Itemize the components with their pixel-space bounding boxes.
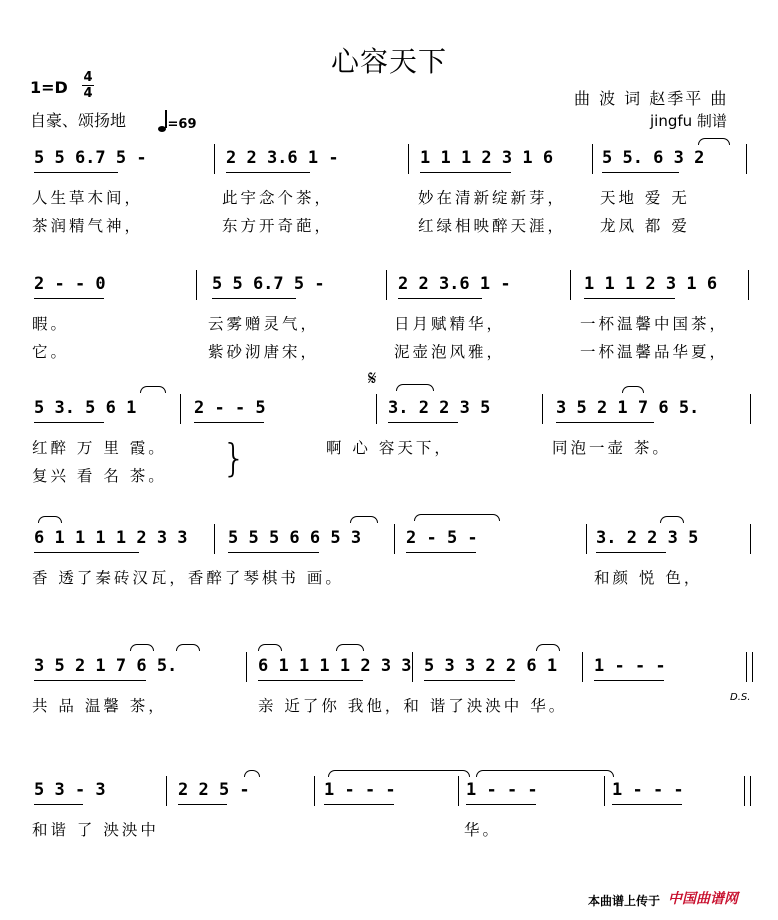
lyric-text: 日月赋精华， [394, 315, 506, 333]
measure-notes: 2 - 5 - [406, 528, 478, 548]
lyric-text: 亲 近了你 我他，和 谐了泱泱中 华。 [258, 697, 568, 715]
lyric-text: 复兴 看 名 茶。 [32, 467, 167, 485]
lyric-text: 华。 [464, 821, 502, 839]
barline [246, 652, 247, 682]
measure-notes: 2 2 3.6 1 - [226, 148, 339, 168]
barline [592, 144, 593, 174]
beam-line [596, 552, 666, 553]
measure-notes: 5 3 - 3 [34, 780, 106, 800]
beam-line [178, 804, 227, 805]
slur-mark [38, 516, 62, 523]
beam-line [34, 552, 139, 553]
beam-line [556, 422, 654, 423]
barline [744, 776, 745, 806]
measure-notes: 1 - - - [612, 780, 684, 800]
measure-notes: 5 5 5 6 6 5 3 [228, 528, 362, 548]
time-signature-bottom: 4 [83, 86, 93, 101]
barline [750, 776, 751, 806]
beam-line [602, 172, 679, 173]
time-signature-top: 4 [83, 70, 93, 85]
lyric-text: 红醉 万 里 霞。 [32, 439, 167, 457]
slur-mark [350, 516, 378, 523]
measure-notes: 2 2 3.6 1 - [398, 274, 511, 294]
barline [408, 144, 409, 174]
beam-line [584, 298, 675, 299]
beam-line [228, 552, 319, 553]
barline [570, 270, 571, 300]
beam-line [194, 422, 264, 423]
beam-line [388, 422, 458, 423]
slur-mark [622, 386, 644, 393]
beam-line [420, 172, 511, 173]
footer-upload-text: 本曲谱上传于 [588, 894, 661, 908]
measure-notes: 5 5 6.7 5 - [212, 274, 325, 294]
slur-mark [328, 770, 470, 777]
slur-mark [396, 384, 434, 391]
measure-notes: 1 1 1 2 3 1 6 [420, 148, 554, 168]
beam-line [406, 552, 476, 553]
barline [542, 394, 543, 424]
beam-line [466, 804, 536, 805]
notation-maker: jingfu 制谱 [650, 112, 727, 130]
lyric-text: 和颜 悦 色， [594, 569, 703, 587]
page-title: 心容天下 [330, 45, 447, 78]
beam-line [34, 680, 146, 681]
slur-mark [414, 514, 500, 521]
lyric-text: 云雾赠灵气， [208, 315, 320, 333]
measure-notes: 1 - - - [324, 780, 396, 800]
slur-mark [536, 644, 560, 651]
lyric-text: 和谐 了 泱泱中 [32, 821, 159, 839]
key-signature: 1=D [30, 78, 68, 97]
slur-mark [140, 386, 166, 393]
barline [314, 776, 315, 806]
barline [180, 394, 181, 424]
beam-line [398, 298, 482, 299]
measure-notes: 2 - - 5 [194, 398, 266, 418]
measure-notes: 2 2 5 - [178, 780, 250, 800]
beam-line [212, 298, 296, 299]
measure-notes: 6 1 1 1 1 2 3 3 [34, 528, 188, 548]
measure-notes: 5 3. 5 6 1 [34, 398, 137, 418]
beam-line [34, 172, 118, 173]
barline [458, 776, 459, 806]
beam-line [594, 680, 664, 681]
measure-notes: 3 5 2 1 7 6 5. [556, 398, 700, 418]
barline [604, 776, 605, 806]
beam-line [612, 804, 682, 805]
lyric-text: 龙凤 都 爱 [600, 217, 690, 235]
beam-line [34, 804, 83, 805]
lyric-text: 一杯温馨中国茶， [580, 315, 729, 333]
slur-mark [476, 770, 614, 777]
beam-line [324, 804, 394, 805]
lyric-text: 东方开奇葩， [222, 217, 334, 235]
beam-line [34, 298, 104, 299]
measure-notes: 6 1 1 1 1 2 3 3 [258, 656, 412, 676]
lyric-text: 它。 [32, 343, 70, 361]
mood-marking: 自豪、颂扬地 [30, 111, 127, 130]
barline [746, 144, 747, 174]
lyric-text: 香 透了秦砖汉瓦，香醉了琴棋书 画。 [32, 569, 344, 587]
barline [586, 524, 587, 554]
barline [748, 270, 749, 300]
lyric-text: 啊 心 容天下， [326, 439, 453, 457]
barline [582, 652, 583, 682]
slur-mark [130, 644, 154, 651]
quarter-note-stem [165, 110, 167, 128]
barline [752, 652, 753, 682]
barline [166, 776, 167, 806]
barline [376, 394, 377, 424]
site-logo: 中国曲谱网 [668, 891, 738, 907]
measure-notes: 1 1 1 2 3 1 6 [584, 274, 718, 294]
dal-segno-marking: D.S. [730, 692, 751, 703]
lyric-text: 同泡一壶 茶。 [552, 439, 671, 457]
barline [746, 652, 747, 682]
lyric-text: 紫砂沏唐宋， [208, 343, 320, 361]
barline [412, 652, 413, 682]
beam-line [258, 680, 363, 681]
beam-line [424, 680, 515, 681]
lyric-text: 妙在清新绽新芽， [418, 189, 567, 207]
lyric-text: 泥壶泡风雅， [394, 343, 506, 361]
measure-notes: 2 - - 0 [34, 274, 106, 294]
lyric-text: 共 品 温馨 茶， [32, 697, 167, 715]
credits: 曲 波 词 赵季平 曲 [574, 89, 729, 108]
lyric-text: 暇。 [32, 315, 70, 333]
slur-mark [258, 644, 282, 651]
barline [196, 270, 197, 300]
measure-notes: 5 5. 6 3 2 [602, 148, 705, 168]
barline [750, 524, 751, 554]
measure-notes: 3. 2 2 3 5 [596, 528, 699, 548]
lyric-text: 天地 爱 无 [600, 189, 690, 207]
lyric-text: 茶润精气神， [32, 217, 144, 235]
slur-mark [176, 644, 200, 651]
slur-mark [660, 516, 684, 523]
measure-notes: 5 3 3 2 2 6 1 [424, 656, 558, 676]
measure-notes: 1 - - - [594, 656, 666, 676]
barline [214, 524, 215, 554]
slur-mark [336, 644, 364, 651]
brace-icon: } [222, 436, 247, 480]
lyric-text: 红绿相映醉天涯， [418, 217, 567, 235]
lyric-text: 一杯温馨品华夏， [580, 343, 729, 361]
lyric-text: 此宇念个茶， [222, 189, 334, 207]
measure-notes: 3 5 2 1 7 6 5. [34, 656, 178, 676]
beam-line [226, 172, 310, 173]
barline [214, 144, 215, 174]
barline [750, 394, 751, 424]
measure-notes: 3. 2 2 3 5 [388, 398, 491, 418]
lyric-text: 人生草木间， [32, 189, 144, 207]
tempo-marking [158, 110, 196, 132]
measure-notes: 5 5 6.7 5 - [34, 148, 147, 168]
slur-mark [698, 138, 730, 145]
beam-line [34, 422, 104, 423]
slur-mark [244, 770, 260, 777]
barline [394, 524, 395, 554]
tempo-value: =69 [167, 117, 197, 132]
time-signature [82, 70, 94, 101]
barline [386, 270, 387, 300]
measure-notes: 1 - - - [466, 780, 538, 800]
segno-icon: 𝄋 [368, 366, 377, 390]
